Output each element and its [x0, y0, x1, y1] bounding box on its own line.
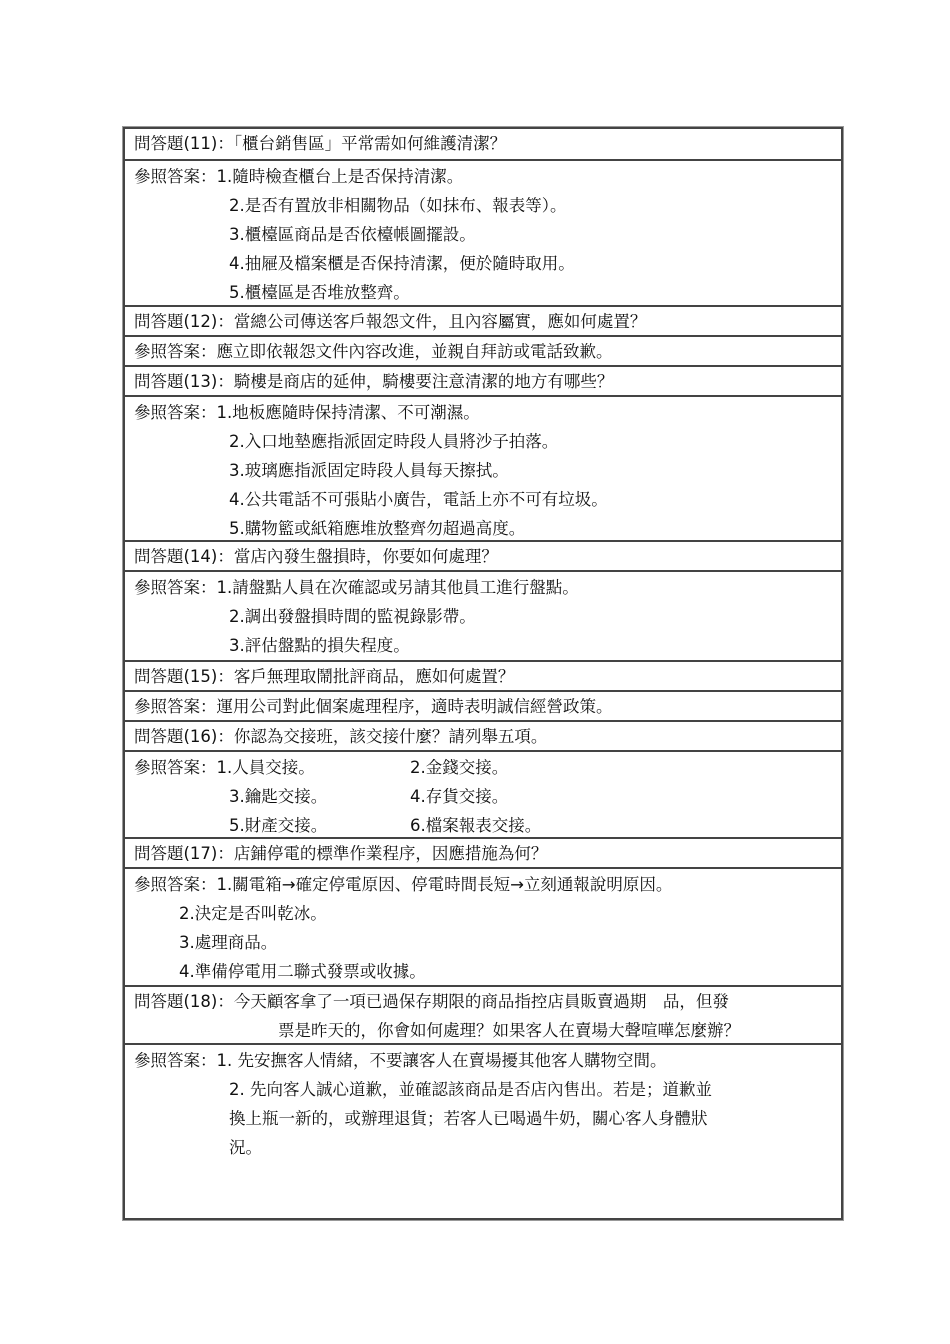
answer-line: 應立即依報怨文件內容改進，並親自拜訪或電話致歉。	[216, 342, 613, 361]
answer-label: 參照答案：	[134, 758, 217, 777]
question-text: 客戶無理取鬧批評商品，應如何處置？	[233, 667, 515, 686]
answer-label: 參照答案：	[134, 167, 217, 186]
answer-label: 參照答案：	[134, 342, 217, 361]
answer-11	[125, 159, 841, 305]
answer-item: 5.財產交接。	[229, 816, 328, 835]
answer-label: 參照答案：	[134, 1051, 217, 1070]
answer-16	[125, 750, 841, 837]
answer-item: 4.存貨交接。	[410, 787, 509, 806]
answer-item: 3.鑰匙交接。	[229, 787, 328, 806]
answer-line: 2. 先向客人誠心道歉，並確認該商品是否店內售出。若是；道歉並	[229, 1080, 712, 1099]
answer-line: 況。	[229, 1138, 262, 1157]
question-text: 騎樓是商店的延伸，騎樓要注意清潔的地方有哪些？	[233, 372, 614, 391]
answer-13	[125, 395, 841, 540]
question-label: 問答題(16)：	[134, 727, 234, 746]
answer-line: 2.調出發盤損時間的監視錄影帶。	[229, 607, 476, 626]
answer-line: 2.入口地墊應指派固定時段人員將沙子拍落。	[229, 432, 559, 451]
answer-line: 1. 先安撫客人情緒，不要讓客人在賣場擾其他客人購物空間。	[216, 1051, 667, 1070]
question-14	[125, 540, 841, 570]
question-text: 店鋪停電的標準作業程序，因應措施為何？	[233, 844, 548, 863]
answer-line: 4.公共電話不可張貼小廣告，電話上亦不可有垃圾。	[229, 490, 608, 509]
answer-line: 3.玻璃應指派固定時段人員每天擦拭。	[229, 461, 509, 480]
qa-table	[123, 127, 843, 1220]
question-label: 問答題(12)：	[134, 312, 234, 331]
question-12	[125, 305, 841, 335]
answer-line: 2.決定是否叫乾冰。	[179, 904, 327, 923]
question-13	[125, 365, 841, 395]
answer-line: 2.是否有置放非相關物品（如抹布、報表等）。	[229, 196, 567, 215]
answer-item: 6.檔案報表交接。	[410, 816, 542, 835]
answer-line: 運用公司對此個案處理程序，適時表明誠信經營政策。	[216, 697, 613, 716]
question-label: 問答題(17)：	[134, 844, 234, 863]
question-label: 問答題(18)：	[134, 992, 234, 1011]
answer-17	[125, 867, 841, 985]
question-text: 今天顧客拿了一項已過保存期限的商品指控店員販賣過期 品，但發	[233, 992, 729, 1011]
answer-item: 2.金錢交接。	[410, 758, 509, 777]
answer-line: 1.隨時檢查櫃台上是否保持清潔。	[216, 167, 464, 186]
answer-label: 參照答案：	[134, 578, 217, 597]
question-16	[125, 720, 841, 750]
question-17	[125, 837, 841, 867]
question-11	[125, 129, 841, 159]
question-label: 問答題(13)：	[134, 372, 234, 391]
answer-label: 參照答案：	[134, 697, 217, 716]
question-text: 你認為交接班，該交接什麼？請列舉五項。	[233, 727, 548, 746]
answer-line: 5.櫃檯區是否堆放整齊。	[229, 283, 410, 302]
answer-line: 1.關電箱→確定停電原因、停電時間長短→立刻通報說明原因。	[216, 875, 673, 894]
answer-line: 3.櫃檯區商品是否依檯帳圖擺設。	[229, 225, 476, 244]
answer-item: 1.人員交接。	[216, 758, 315, 777]
answer-line: 1.請盤點人員在次確認或另請其他員工進行盤點。	[216, 578, 579, 597]
answer-line: 5.購物籃或紙箱應堆放整齊勿超過高度。	[229, 519, 526, 538]
question-18	[125, 985, 841, 1043]
answer-14	[125, 570, 841, 660]
answer-line: 換上瓶一新的，或辦理退貨；若客人已喝過牛奶，關心客人身體狀	[229, 1109, 708, 1128]
question-label: 問答題(15)：	[134, 667, 234, 686]
question-text: 「櫃台銷售區」平常需如何維護清潔？	[233, 134, 507, 153]
answer-line: 3.評估盤點的損失程度。	[229, 636, 410, 655]
answer-line: 4.抽屜及檔案櫃是否保持清潔，便於隨時取用。	[229, 254, 575, 273]
question-15	[125, 660, 841, 690]
answer-label: 參照答案：	[134, 403, 217, 422]
answer-line: 1.地板應隨時保持清潔、不可潮濕。	[216, 403, 480, 422]
question-text: 當總公司傳送客戶報怨文件，且內容屬實，應如何處置？	[233, 312, 647, 331]
answer-label: 參照答案：	[134, 875, 217, 894]
question-label: 問答題(14)：	[134, 547, 234, 566]
question-text: 票是昨天的，你會如何處理？如果客人在賣場大聲喧嘩怎麼辦？	[278, 1021, 740, 1040]
answer-18	[125, 1043, 841, 1218]
question-label: 問答題(11)：	[134, 134, 234, 153]
question-text: 當店內發生盤損時，你要如何處理？	[233, 547, 498, 566]
answer-line: 3.處理商品。	[179, 933, 278, 952]
answer-12	[125, 335, 841, 365]
answer-line: 4.準備停電用二聯式發票或收據。	[179, 962, 426, 981]
answer-15	[125, 690, 841, 720]
